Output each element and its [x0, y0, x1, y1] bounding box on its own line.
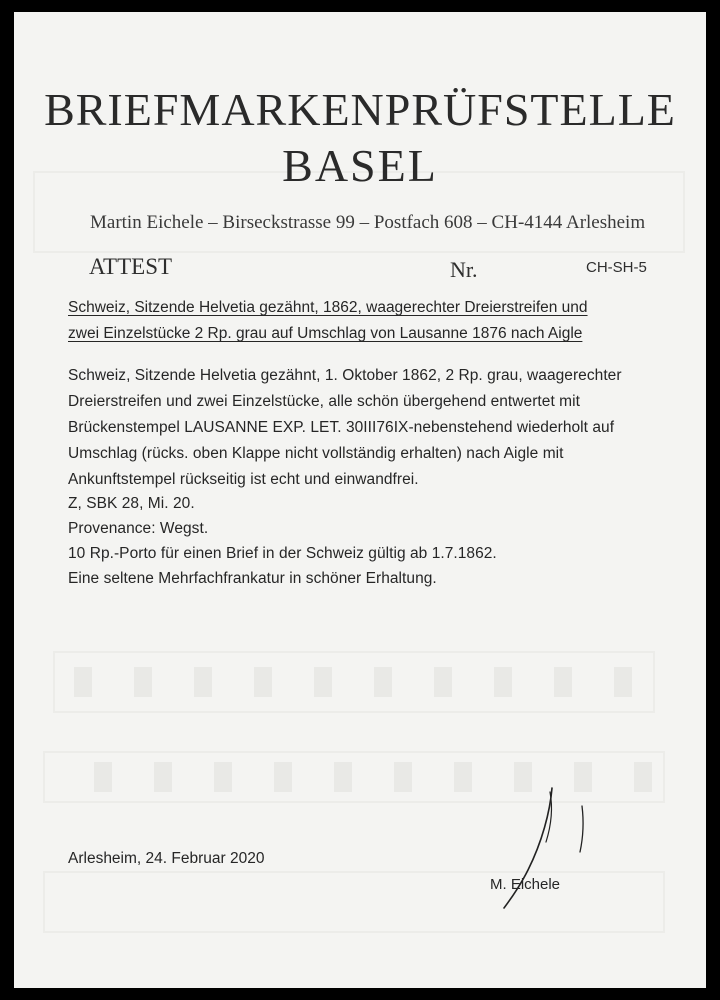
signer-name: M. Eichele	[490, 876, 561, 893]
org-city: BASEL	[282, 140, 438, 191]
body-line: Umschlag (rücks. oben Klappe nicht vollständig erhalten) nach Aigle mit	[68, 445, 564, 462]
attest-label: ATTEST	[89, 254, 173, 279]
body-line: Provenance: Wegst.	[68, 520, 209, 537]
body-line: 10 Rp.-Porto für einen Brief in der Schweiz gültig ab 1.7.1862.	[68, 545, 497, 562]
body-line: Z, SBK 28, Mi. 20.	[68, 495, 195, 512]
body-line: Ankunftstempel rückseitig ist echt und einwandfrei.	[68, 471, 419, 488]
number-label: Nr.	[450, 257, 478, 282]
subject-line: zwei Einzelstücke 2 Rp. grau auf Umschlag von Lausanne 1876 nach Aigle	[68, 325, 583, 342]
body-line: Eine seltene Mehrfachfrankatur in schöner Erhaltung.	[68, 570, 437, 587]
org-address: Martin Eichele – Birseckstrasse 99 – Postfach 608 – CH-4144 Arlesheim	[90, 212, 646, 233]
org-title: BRIEFMARKENPRÜFSTELLE	[44, 84, 676, 135]
body-line: Dreierstreifen und zwei Einzelstücke, alle schön übergehend entwertet mit	[68, 393, 580, 410]
certificate-sheet	[14, 12, 706, 988]
body-line: Schweiz, Sitzende Helvetia gezähnt, 1. Oktober 1862, 2 Rp. grau, waagerechter	[68, 367, 622, 384]
subject-line: Schweiz, Sitzende Helvetia gezähnt, 1862, waagerechter Dreierstreifen und	[68, 299, 588, 316]
certificate-number: CH-SH-5	[586, 259, 647, 276]
body-line: Brückenstempel LAUSANNE EXP. LET. 30III76IX-nebenstehend wiederholt auf	[68, 419, 615, 436]
place-and-date: Arlesheim, 24. Februar 2020	[68, 850, 265, 867]
